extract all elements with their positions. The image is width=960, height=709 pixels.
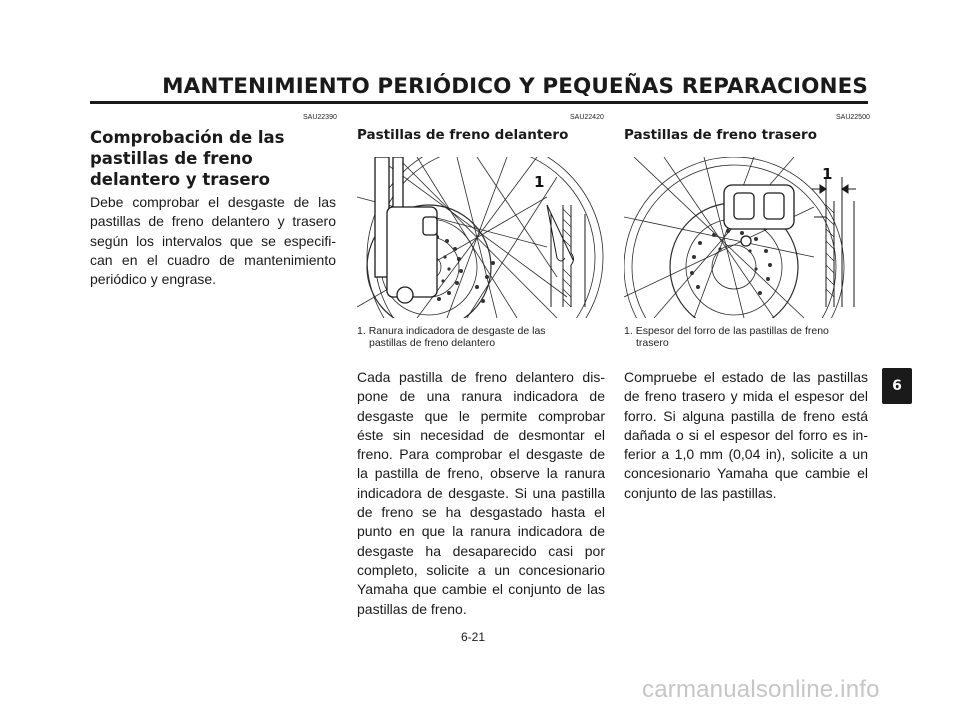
watermark: carmanualsonline.info: [642, 676, 880, 703]
section-title: Comprobación de las pastillas de freno delantero y trasero: [90, 128, 285, 189]
front-figure-callout: 1: [534, 173, 545, 191]
front-brake-code: SAU22420: [570, 114, 604, 121]
front-brake-caption: [357, 325, 607, 349]
front-caption-line2: pastillas de freno delantero: [369, 337, 496, 349]
page-number: 6-21: [461, 630, 486, 644]
rear-caption-line1: Espesor del forro de las pastillas de freno: [635, 325, 829, 337]
front-brake-body: Cada pastilla de freno delantero dis-pone de una ranura indicadora de desgaste que le permite comprobar éste sin necesidad de desmontar el freno. Para comprobar el desgaste de la pastilla de freno, observe la ranura indicadora de desgaste. Si una pastilla de freno se ha desgastado hasta el punto en que la ranura indicadora de desgaste ha desaparecido casi por completo, solicite a un concesionario Yamaha que cambie el conjunto de las pastillas de freno.: [357, 369, 605, 617]
chapter-tab: 6: [882, 368, 912, 404]
rear-brake-figure: [624, 157, 868, 318]
section-body: Debe comprobar el desgaste de las pastillas de freno delantero y trasero según los intervalos que se especifi-can en el cuadro de mantenimiento periódico y engrase.: [90, 194, 336, 288]
front-caption-line1: Ranura indicadora de desgaste de las: [368, 325, 546, 337]
front-caption-number: 1.: [357, 325, 366, 337]
rear-brake-caption: [624, 325, 874, 349]
page-header: [90, 74, 868, 100]
front-brake-figure: [357, 157, 605, 318]
rear-caption-number: 1.: [624, 325, 633, 337]
rear-caption-line2: trasero: [636, 337, 669, 349]
rear-figure-callout: 1: [822, 165, 833, 183]
section-code: SAU22390: [303, 114, 337, 121]
rear-brake-body: Compruebe el estado de las pastillas de freno trasero y mida el espesor del forro. Si alguna pastilla de freno está dañada o si el espesor del forro es in-ferior a 1,0 mm (0,04 in), solicite a un concesionario Yamaha que cambie el conjunto de las pastillas.: [624, 369, 868, 501]
rear-brake-code: SAU22500: [836, 114, 870, 121]
front-brake-title: Pastillas de freno delantero: [357, 127, 569, 143]
rear-brake-title: Pastillas de freno trasero: [624, 127, 817, 143]
header-rule: [90, 101, 868, 104]
chapter-title: MANTENIMIENTO PERIÓDICO Y PEQUEÑAS REPARACIONES: [162, 74, 868, 99]
